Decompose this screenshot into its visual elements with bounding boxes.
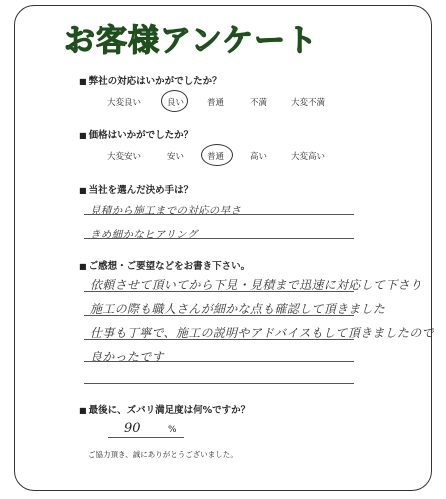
q1-option-good[interactable]: 良い bbox=[167, 98, 185, 108]
q2-option-very-expensive[interactable]: 大変高い bbox=[291, 152, 326, 162]
q3-answer-2: きめ細かなヒアリング bbox=[90, 229, 198, 241]
q1-option-average[interactable]: 普通 bbox=[207, 98, 225, 108]
q2-selection-circle bbox=[201, 144, 233, 166]
q4-answer-line-4 bbox=[84, 361, 354, 362]
q2-option-cheap[interactable]: 安い bbox=[167, 152, 185, 162]
thank-you-note: ご協力頂き、誠にありがとうございました。 bbox=[88, 450, 238, 459]
survey-sheet bbox=[14, 5, 432, 491]
question-deciding-factor: ■ 当社を選んだ決め手は？ bbox=[79, 182, 193, 196]
question-satisfaction: ■ 最後に、ズバリ満足度は何%ですか？ bbox=[79, 402, 250, 416]
q3-answer-line-1 bbox=[84, 214, 354, 215]
q1-option-very-dissatisfied[interactable]: 大変不満 bbox=[291, 98, 326, 108]
survey-title: お客様アンケート bbox=[64, 23, 319, 59]
satisfaction-value: 90 bbox=[124, 421, 141, 436]
satisfaction-unit: % bbox=[168, 425, 177, 435]
q4-answer-line-1 bbox=[84, 291, 354, 292]
q2-option-average[interactable]: 普通 bbox=[207, 152, 225, 162]
question-price: ■ 価格はいかがでしたか？ bbox=[79, 127, 193, 141]
q4-answer-4: 良かったです bbox=[90, 350, 164, 364]
q4-answer-line-5 bbox=[84, 383, 354, 384]
q4-answer-3: 仕事も丁寧で、施工の説明やアドバイスもして頂きましたので bbox=[90, 326, 434, 340]
q2-option-very-cheap[interactable]: 大変安い bbox=[107, 152, 142, 162]
question-service: ■ 弊社の対応はいかがでしたか？ bbox=[79, 73, 222, 87]
q2-option-expensive[interactable]: 高い bbox=[250, 152, 268, 162]
q1-option-very-good[interactable]: 大変良い bbox=[107, 98, 142, 108]
q1-selection-circle bbox=[161, 90, 188, 112]
q4-answer-1: 依頼させて頂いてから下見・見積まで迅速に対応して下さり bbox=[90, 278, 423, 292]
q4-answer-line-2 bbox=[84, 315, 354, 316]
q4-answer-2: 施工の際も職人さんが細かな点も確認して頂きました bbox=[90, 302, 386, 316]
q1-option-dissatisfied[interactable]: 不満 bbox=[250, 98, 268, 108]
question-comments: ■ ご感想・ご要望などをお書き下さい。 bbox=[79, 258, 250, 272]
satisfaction-line bbox=[108, 437, 184, 438]
q3-answer-line-2 bbox=[84, 238, 354, 239]
q4-answer-line-3 bbox=[84, 339, 354, 340]
q3-answer-1: 見積から施工までの対応の早さ bbox=[90, 205, 242, 217]
